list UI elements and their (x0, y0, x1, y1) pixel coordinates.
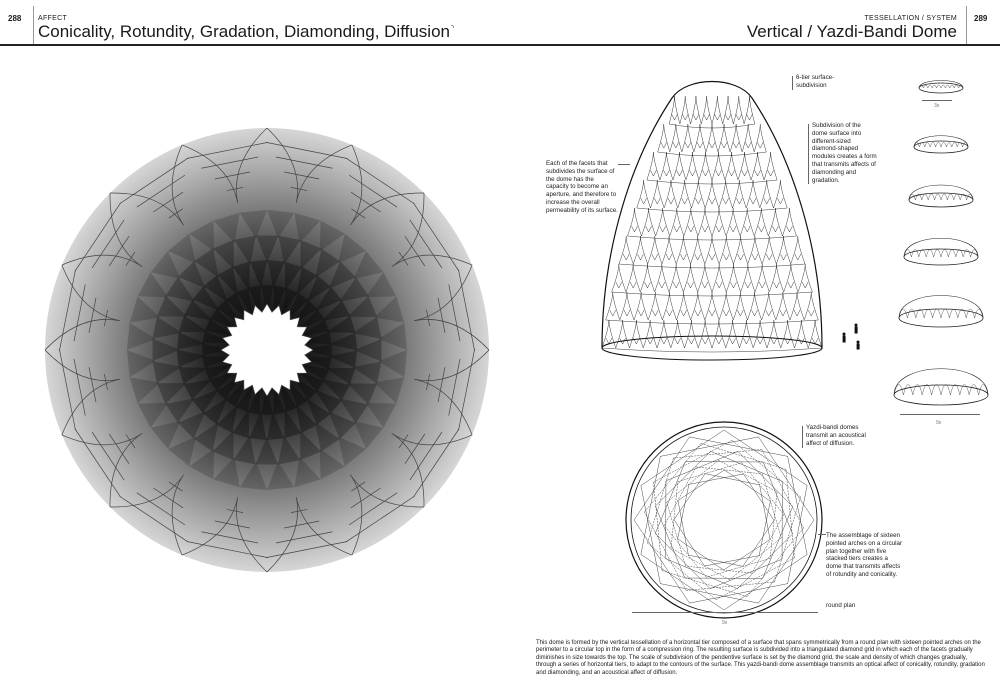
dome-elevation-drawing (592, 68, 832, 368)
left-page-number: 288 (8, 14, 22, 23)
dome-elevation-outline (602, 82, 822, 349)
right-title: Vertical / Yazdi-Bandi Dome (746, 22, 957, 41)
annotation-acoustic: Yazdi-bandi domes transmit an acoustical affect of diffusion. (806, 424, 866, 447)
right-page-number: 289 (974, 14, 988, 23)
annotation-acoustic-leader (802, 426, 803, 448)
annotation-round-plan: round plan (826, 602, 856, 609)
round-plan-drawing (624, 420, 824, 620)
scale-figures (836, 320, 866, 350)
annotation-subdivision: Subdivision of the dome surface into different-sized diamond-shaped modules creates a form that transmits affects of diamonding and gradation. (812, 122, 877, 184)
plan-dimension-line (632, 612, 818, 613)
dome-oculus (221, 304, 313, 396)
annotation-assemblage: The assemblage of sixteen pointed arches on a circular plan together with five stacked tiers creates a dome that transmits affects of rotundity and conicality. (826, 532, 903, 578)
right-header-divider (966, 6, 967, 44)
dome-elevation-grid (602, 96, 822, 352)
header-rule (0, 44, 1000, 46)
annotation-assemblage-leader (818, 534, 826, 535)
annotation-tier-leader (792, 76, 793, 90)
left-title (38, 22, 454, 42)
plan-dimension: 9x (722, 620, 728, 626)
dimension-small-line (922, 100, 952, 101)
left-kicker: AFFECT (38, 15, 68, 22)
caption: This dome is formed by the vertical tessellation of a horizontal tier composed of a surface that spans symmetrically from a round plan with sixteen pointed arches on the perimeter to a circular top in the form of a compression ring. The resulting surface is subdivided into a triangulated diamond grid in which each of the facets gradually diminishes in size towards the top. The scale of subdivision of the pendentive surface is set by the diamond grid, the scale and density of which changes gradually, through a series of horizontal tiers, to adapt to the contours of the surface. This yazdi-bandi dome assemblage transmits an optical affect of conicality, rotundity, gradation and diamonding, and an acoustical affect of diffusion. (536, 640, 985, 676)
annotation-subdivision-leader (808, 124, 809, 184)
annotation-tier: 6-tier surface-subdivision (796, 74, 835, 89)
annotation-facets: Each of the facets that subdivides the surface of the dome has the capacity to become an aperture, and therefore to increase the overall permeability of its surface. (546, 160, 618, 214)
dome-tier-sequence (896, 60, 986, 430)
left-title-text: Conicality, Rotundity, Gradation, Diamonding, Diffusion (38, 22, 450, 41)
round-plan-grid (634, 430, 814, 610)
dome-interior-photo (32, 110, 502, 580)
dimension-tall: 9x (936, 420, 942, 426)
dimension-tall-line (900, 414, 980, 415)
right-kicker: TESSELLATION / SYSTEM (864, 15, 957, 22)
left-header-divider (33, 6, 34, 44)
annotation-facets-leader (618, 164, 630, 165)
rss-icon: ◝ (450, 23, 455, 33)
dimension-small: 3x (934, 103, 940, 109)
